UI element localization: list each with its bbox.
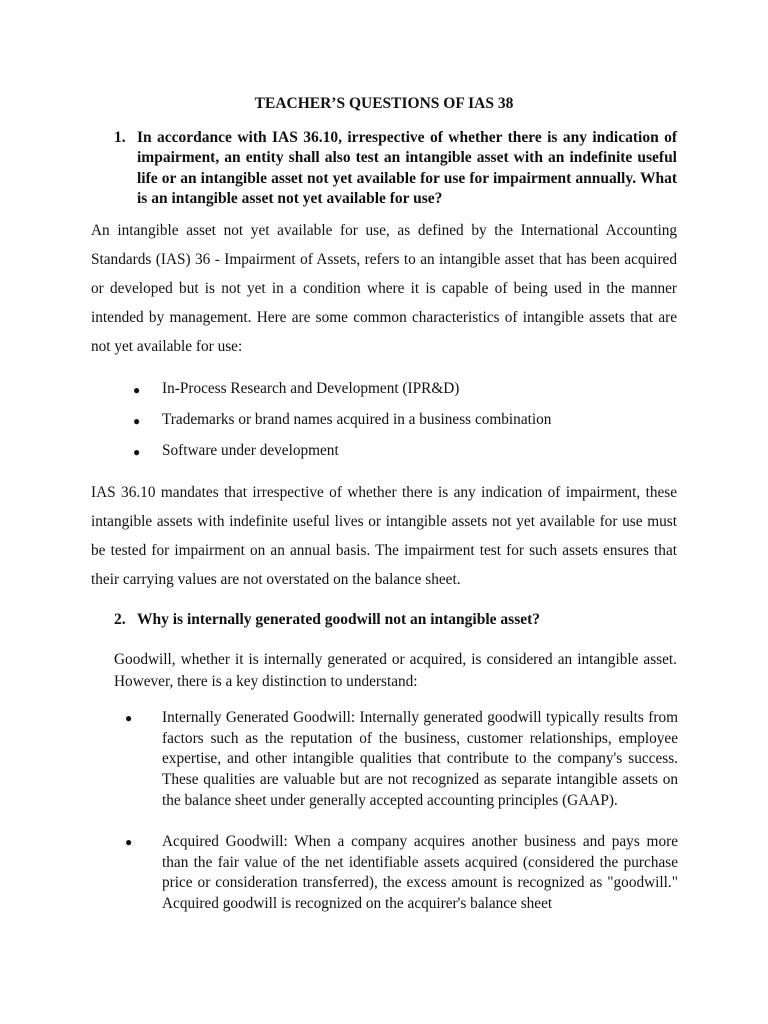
- list-item-acquired-goodwill: Acquired Goodwill: When a company acquires another business and pays more than the fair value of the net identifiable assets acquired (considered the purchase price or consideration transferred), the excess amount is recognized as "goodwill." Acquired goodwill is recognized on the acquirer's balance sheet: [162, 833, 678, 913]
- question-2-number: 2.: [114, 611, 126, 628]
- bullet-icon: ●: [125, 711, 133, 725]
- list-item-internally-generated-goodwill: Internally Generated Goodwill: Internally generated goodwill typically results from factors such as the reputation of the business, customer relationships, employee expertise, and other intangible qualities that contribute to the company's success. These qualities are valuable but are not recognized as separate intangible assets on the balance sheet under generally accepted accounting principles (GAAP).: [162, 709, 678, 809]
- bullet-icon: ●: [133, 445, 141, 459]
- question-1-text: In accordance with IAS 36.10, irrespective of whether there is any indication of impairment, an entity shall also test an intangible asset with an indefinite useful life or an intangible asset not yet available for use for impairment annually. What is an intangible asset not yet available for use?: [137, 129, 677, 207]
- list-item-ipr-d: In-Process Research and Development (IPR&D): [162, 380, 460, 397]
- list-item-trademarks: Trademarks or brand names acquired in a business combination: [162, 411, 552, 428]
- question-1-number: 1.: [114, 129, 126, 146]
- page-title: TEACHER’S QUESTIONS OF IAS 38: [254, 95, 514, 112]
- bullet-icon: ●: [133, 383, 141, 397]
- answer-2-paragraph-1: Goodwill, whether it is internally generated or acquired, is considered an intangible asset. However, there is a key distinction to understand:: [114, 651, 677, 690]
- answer-1-paragraph-2: IAS 36.10 mandates that irrespective of whether there is any indication of impairment, these intangible assets with indefinite useful lives or intangible assets not yet available for use must be tested for impairment on an annual basis. The impairment test for such assets ensures that their carrying values are not overstated on the balance sheet.: [91, 484, 677, 588]
- bullet-icon: ●: [125, 835, 133, 849]
- list-item-software: Software under development: [162, 442, 339, 459]
- question-2-text: Why is internally generated goodwill not an intangible asset?: [137, 611, 541, 628]
- answer-1-paragraph-1: An intangible asset not yet available for use, as defined by the International Accounting Standards (IAS) 36 - Impairment of Assets, refers to an intangible asset that has been acquired or developed but is not yet in a condition where it is capable of being used in the manner intended by management. Here are some common characteristics of intangible assets that are not yet available for use:: [91, 222, 677, 355]
- bullet-icon: ●: [133, 414, 141, 428]
